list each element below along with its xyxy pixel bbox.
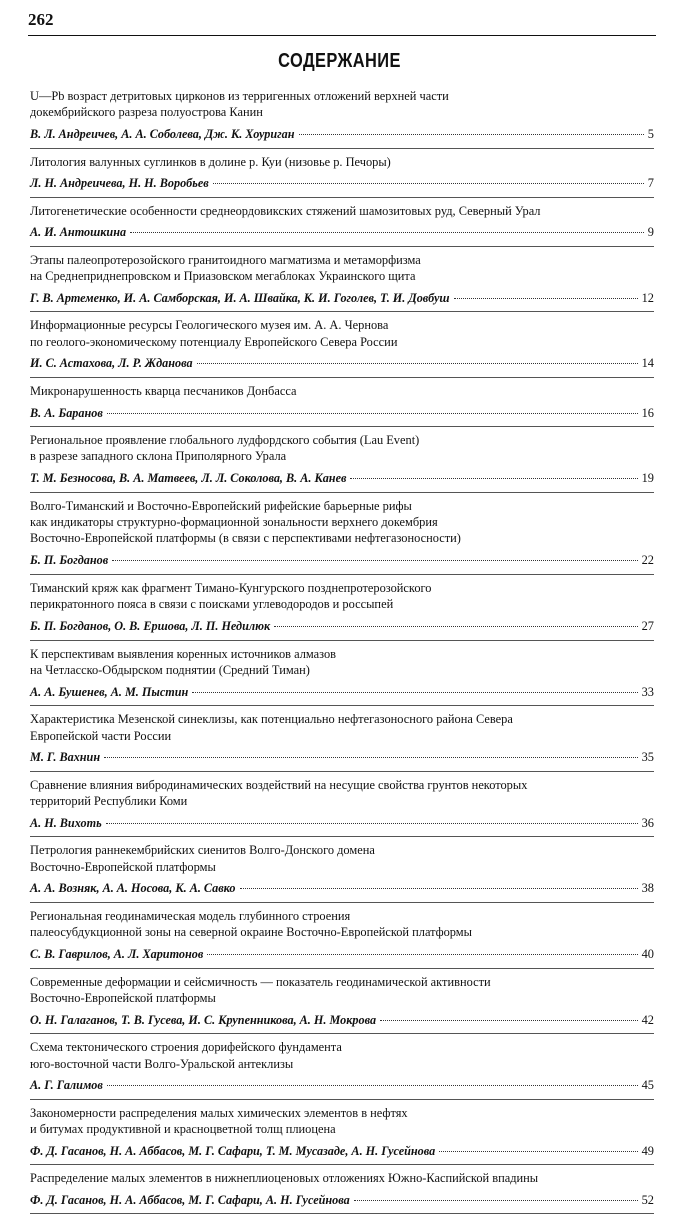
entry-separator [30,197,654,198]
dot-leader [207,943,637,955]
toc-entry-authors: Ф. Д. Гасанов, Н. А. Аббасов, М. Г. Сафари, Т. М. Мусазаде, А. Н. Гусейнова [30,1143,436,1158]
toc-entry-authors: С. В. Гаврилов, А. Л. Харитонов [30,947,204,962]
dot-leader [112,549,637,561]
toc-entry[interactable] [30,1105,654,1171]
table-of-contents [30,88,654,1219]
toc-entry-title: U—Pb возраст детритовых цирконов из терригенных отложений верхней части докембрийского разреза полуострова Канин [30,89,449,120]
dot-leader [104,746,638,758]
entry-separator [30,246,654,247]
dot-leader [299,123,644,135]
entry-separator [30,836,654,837]
entry-separator [30,377,654,378]
toc-entry-title: Закономерности распределения малых химических элементов в нефтях и битумах продуктивной и красноцветной толщ плиоцена [30,1105,408,1137]
toc-entry-page[interactable]: 27 [641,619,654,634]
toc-entry-page[interactable]: 45 [641,1078,654,1093]
dot-leader [240,877,638,889]
toc-entry[interactable] [30,908,654,974]
toc-entry-title: Распределение малых элементов в нижнеплиоценовых отложениях Южно-Каспийской впадины [30,1171,539,1186]
toc-entry[interactable] [30,383,654,432]
toc-entry-author-line [30,355,654,370]
toc-entry-authors: М. Г. Вахнин [30,750,101,765]
toc-entry-author-line [30,552,654,567]
toc-entry-author-line [30,126,654,141]
toc-entry-author-line [30,405,654,420]
toc-entry-page[interactable]: 12 [641,290,654,305]
toc-entry-author-line [30,1012,654,1027]
dot-leader [106,812,638,824]
toc-entry-page[interactable]: 7 [647,176,654,191]
toc-entry[interactable] [30,317,654,383]
header-rule [28,35,656,36]
toc-entry-page[interactable]: 42 [641,1012,654,1027]
toc-entry-author-line [30,224,654,239]
toc-entry[interactable] [30,974,654,1040]
toc-entry[interactable] [30,777,654,843]
dot-leader [197,352,638,364]
entry-separator [30,640,654,641]
toc-entry-authors: А. А. Возняк, А. А. Носова, К. А. Савко [30,881,236,896]
dot-leader [107,402,638,414]
toc-entry-title: Характеристика Мезенской синеклизы, как потенциально нефтегазоносного района Севера Европейской части России [30,712,513,743]
toc-entry[interactable] [30,1170,654,1219]
dot-leader [274,615,637,627]
entry-separator [30,574,654,575]
toc-entry-title: К перспективам выявления коренных источников алмазов на Четласско-Обдырском поднятии (Средний Тиман) [30,646,337,677]
toc-entry-authors: А. А. Бушенев, А. М. Пыстин [30,684,189,699]
toc-entry-page[interactable]: 19 [641,471,654,486]
toc-entry-title: Региональное проявление глобального лудфордского события (Lau Event) в разрезе западного склона Приполярного Урала [30,433,420,464]
toc-entry-author-line [30,175,654,190]
toc-entry[interactable] [30,154,654,203]
toc-entry-author-line [30,618,654,633]
toc-entry[interactable] [30,1039,654,1105]
dot-leader [130,221,644,233]
toc-entry-authors: В. А. Баранов [30,405,103,420]
toc-entry-title: Этапы палеопротерозойского гранитоидного магматизма и метаморфизма на Среднеприднепровском и Приазовском мегаблоках Украинского щита [30,252,421,284]
toc-entry-author-line [30,470,654,485]
entry-separator [30,705,654,706]
toc-entry-authors: И. С. Астахова, Л. Р. Жданова [30,356,193,371]
toc-entry-title: Региональная геодинамическая модель глубинного строения палеосубдукционной зоны на северной окраине Восточно-Европейской платформы [30,908,472,940]
toc-entry-author-line [30,946,654,961]
entry-separator [30,311,654,312]
toc-entry-page[interactable]: 14 [641,356,654,371]
toc-entry-authors: А. И. Антошкина [30,225,127,240]
toc-entry-author-line [30,1143,654,1158]
entry-separator [30,968,654,969]
toc-entry-title: Волго-Тиманский и Восточно-Европейский рифейские барьерные рифы как индикаторы структурно-формационной зональности верхнего докембрия Восточно-Европейской платформы (в связи с перспективами нефтегазоносности) [30,498,461,546]
toc-entry-page[interactable]: 16 [641,405,654,420]
dot-leader [354,1189,638,1201]
toc-entry-page[interactable]: 33 [641,684,654,699]
toc-entry[interactable] [30,646,654,712]
toc-entry-page[interactable]: 36 [641,815,654,830]
toc-entry-page[interactable]: 35 [641,750,654,765]
toc-entry-author-line [30,815,654,830]
toc-entry[interactable] [30,203,654,252]
toc-entry-authors: А. Г. Галимов [30,1078,103,1093]
toc-entry[interactable] [30,580,654,646]
entry-separator [30,1099,654,1100]
toc-entry-author-line [30,1077,654,1092]
toc-entry-title: Информационные ресурсы Геологического музея им. А. А. Чернова по геолого-экономическому потенциалу Европейского Севера России [30,318,398,349]
toc-entry-authors: Ф. Д. Гасанов, Н. А. Аббасов, М. Г. Сафари, А. Н. Гусейнова [30,1192,350,1207]
entry-separator [30,148,654,149]
dot-leader [192,681,637,693]
toc-entry-authors: Г. В. Артеменко, И. А. Самборская, И. А. Швайка, К. И. Гоголев, Т. И. Довбуш [30,290,450,305]
toc-entry-title: Тиманский кряж как фрагмент Тимано-Кунгурского позднепротерозойского перикратонного пояса в связи с поисками углеводородов и россыпей [30,580,432,612]
toc-entry-title: Микронарушенность кварца песчаников Донбасса [30,383,297,398]
toc-entry-page[interactable]: 22 [641,553,654,568]
toc-entry-page[interactable]: 40 [641,947,654,962]
toc-entry-title: Схема тектонического строения дорифейского фундамента юго-восточной части Волго-Уральской антеклизы [30,1040,342,1071]
toc-entry-title: Петрология раннекембрийских сиенитов Волго-Донского домена Восточно-Европейской платформы [30,843,375,874]
toc-entry-page[interactable]: 49 [641,1143,654,1158]
toc-entry-title: Сравнение влияния вибродинамических воздействий на несущие свойства грунтов некоторых территорий Республики Коми [30,777,528,809]
toc-entry[interactable] [30,498,654,580]
toc-entry-page[interactable]: 38 [641,881,654,896]
toc-entry-author-line [30,1192,654,1207]
toc-entry[interactable] [30,711,654,777]
toc-entry-authors: О. Н. Галаганов, Т. В. Гусева, И. С. Крупенникова, А. Н. Мокрова [30,1012,377,1027]
page-number: 262 [28,10,54,29]
toc-entry-authors: Л. Н. Андреичева, Н. Н. Воробьев [30,176,209,191]
toc-entry-authors: А. Н. Вихоть [30,815,102,830]
dot-leader [439,1140,637,1152]
entry-separator [30,426,654,427]
toc-entry-author-line [30,290,654,305]
toc-entry-page[interactable]: 52 [641,1192,654,1207]
dot-leader [454,287,638,299]
entry-separator [30,902,654,903]
toc-entry-authors: В. Л. Андреичев, А. А. Соболева, Дж. К. Хоуриган [30,127,295,142]
toc-entry-title: Литогенетические особенности среднеордовикских стяжений шамозитовых руд, Северный Урал [30,203,541,218]
toc-entry[interactable] [30,88,654,154]
dot-leader [350,467,637,479]
toc-entry-page[interactable]: 5 [647,127,654,142]
toc-entry-author-line [30,749,654,764]
toc-entry[interactable] [30,432,654,498]
toc-entry-title: Современные деформации и сейсмичность — показатель геодинамической активности Восточно-Европейской платформы [30,974,491,1005]
toc-entry-authors: Б. П. Богданов [30,553,109,568]
dot-leader [213,172,644,184]
dot-leader [380,1009,638,1021]
contents-heading: СОДЕРЖАНИЕ [278,50,401,72]
dot-leader [107,1074,638,1086]
toc-entry-title: Литология валунных суглинков в долине р. Куи (низовье р. Печоры) [30,154,391,169]
toc-entry[interactable] [30,842,654,908]
toc-entry-author-line [30,684,654,699]
entry-separator [30,1164,654,1165]
toc-entry-authors: Б. П. Богданов, О. В. Ершова, Л. П. Недилюк [30,619,271,634]
toc-entry-page[interactable]: 9 [647,225,654,240]
entry-separator [30,492,654,493]
toc-entry-authors: Т. М. Безносова, В. А. Матвеев, Л. Л. Соколова, В. А. Канев [30,471,347,486]
toc-entry[interactable] [30,252,654,318]
entry-separator [30,1213,654,1214]
toc-entry-author-line [30,880,654,895]
entry-separator [30,771,654,772]
entry-separator [30,1033,654,1034]
